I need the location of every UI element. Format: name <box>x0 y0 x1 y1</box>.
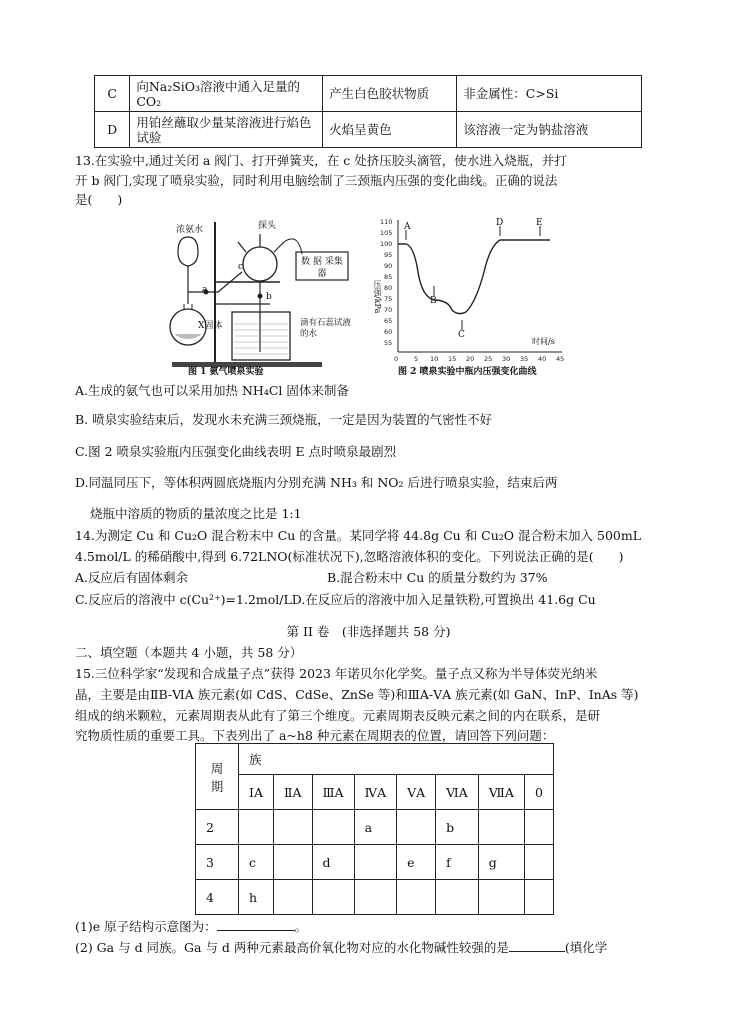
q15-sub1 <box>75 918 307 936</box>
element-cell <box>312 880 354 915</box>
element-cell: h <box>239 880 274 915</box>
period-cell: 4 <box>196 880 239 915</box>
svg-text:45: 45 <box>556 355 565 363</box>
experiment-table <box>94 75 642 148</box>
q13-stem-line3: 是( ) <box>75 192 123 207</box>
q15-sub2-suffix: (填化学 <box>564 940 608 955</box>
element-cell: a <box>354 810 397 845</box>
pressure-curve-chart <box>372 212 572 372</box>
element-cell <box>273 880 312 915</box>
q15-sub1-suffix: 。 <box>294 919 308 934</box>
svg-text:90: 90 <box>384 262 393 270</box>
group-cell: ⅤA <box>397 775 436 810</box>
point-C: C <box>458 330 465 340</box>
water-label: 滴有石蕊试液的水 <box>300 318 352 339</box>
answer-blank[interactable] <box>217 918 295 931</box>
element-cell <box>273 845 312 880</box>
q15-sub1-prefix: (1)e 原子结构示意图为： <box>75 919 217 934</box>
svg-text:60: 60 <box>384 328 393 336</box>
element-cell <box>273 810 312 845</box>
probe-label: 探头 <box>258 221 277 231</box>
q14-option-a: A.反应后有固体剩余 <box>75 570 189 585</box>
element-cell <box>354 880 397 915</box>
group-cell: ⅥA <box>436 775 479 810</box>
q14-line2: 4.5mol/L 的稀硝酸中,得到 6.72LNO(标准状况下),忽略溶液体积的变化。下列说法正确的是( ) <box>75 549 624 564</box>
q15-line2: 晶，主要是由ⅡB-ⅥA 族元素(如 CdS、CdSe、ZnSe 等)和ⅢA-ⅤA 族元素(如 GaN、InP、InAs 等) <box>75 687 639 702</box>
point-c-label: c <box>238 262 244 272</box>
section-heading: 二、填空题（本题共 4 小题，共 58 分） <box>75 645 303 660</box>
element-cell <box>312 810 354 845</box>
svg-text:75: 75 <box>384 295 393 303</box>
table-row <box>196 744 554 775</box>
q13-option-d-line2: 烧瓶中溶质的物质的量浓度之比是 1:1 <box>90 506 302 521</box>
element-cell <box>524 880 553 915</box>
point-B: B <box>430 296 437 306</box>
svg-text:15: 15 <box>448 355 457 363</box>
q15-line3: 组成的纳米颗粒，元素周期表从此有了第三个维度。元素周期表反映元素之间的内在联系，是研 <box>75 708 601 723</box>
svg-text:65: 65 <box>384 317 393 325</box>
element-cell <box>478 810 524 845</box>
section-title: 第 II 卷 (非选择题共 58 分) <box>286 624 451 639</box>
table-row <box>196 880 554 915</box>
group-cell: 0 <box>524 775 553 810</box>
q13-option-b: B. 喷泉实验结束后，发现水未充满三颈烧瓶，一定是因为装置的气密性不好 <box>75 412 493 427</box>
svg-text:30: 30 <box>502 355 511 363</box>
group-cell: ⅦA <box>478 775 524 810</box>
group-cell: ⅠA <box>239 775 274 810</box>
periodic-table <box>195 743 554 915</box>
element-cell: g <box>478 845 524 880</box>
svg-text:35: 35 <box>520 355 529 363</box>
phenomenon-cell: 火焰呈黄色 <box>323 112 457 148</box>
element-cell <box>436 880 479 915</box>
table-row <box>196 845 554 880</box>
collector-label: 数 据 采集器 <box>301 257 343 279</box>
svg-text:110: 110 <box>380 218 393 226</box>
ammonia-label: 浓氨水 <box>176 225 204 235</box>
figure1-caption: 图 1 氨气喷泉实验 <box>188 367 264 377</box>
q15-sub2 <box>75 939 607 957</box>
svg-text:20: 20 <box>466 355 475 363</box>
element-cell: f <box>436 845 479 880</box>
row-label: C <box>95 76 130 112</box>
element-cell <box>397 810 436 845</box>
figure2-caption: 图 2 喷泉实验中瓶内压强变化曲线 <box>398 367 537 377</box>
element-cell <box>239 810 274 845</box>
phenomenon-cell: 产生白色胶状物质 <box>323 76 457 112</box>
operation-cell: 用铂丝蘸取少量某溶液进行焰色试验 <box>130 112 323 148</box>
table-row <box>196 775 554 810</box>
group-cell: ⅢA <box>312 775 354 810</box>
row-label: D <box>95 112 130 148</box>
group-header: 族 <box>239 744 554 775</box>
svg-text:55: 55 <box>384 339 393 347</box>
conclusion-cell: 该溶液一定为钠盐溶液 <box>457 112 642 148</box>
point-E: E <box>536 218 543 228</box>
element-cell: c <box>239 845 274 880</box>
element-cell: d <box>312 845 354 880</box>
element-cell <box>524 845 553 880</box>
solid-label: X固体 <box>198 321 223 331</box>
element-cell <box>524 810 553 845</box>
q14-option-b: B.混合粉末中 Cu 的质量分数约为 37% <box>327 570 548 585</box>
period-cell: 2 <box>196 810 239 845</box>
svg-text:100: 100 <box>380 240 393 248</box>
q13-option-d-line1: D.同温同压下，等体积两圆底烧瓶内分别充满 NH₃ 和 NO₂ 后进行喷泉实验，结束后两 <box>75 475 558 490</box>
svg-text:105: 105 <box>380 229 393 237</box>
element-cell <box>478 880 524 915</box>
answer-blank[interactable] <box>509 939 565 952</box>
y-axis-label: 压强/kPa <box>373 280 382 314</box>
period-header: 周期 <box>196 744 239 810</box>
svg-text:0: 0 <box>394 355 399 363</box>
element-cell: b <box>436 810 479 845</box>
q15-sub2-prefix: (2) Ga 与 d 同族。Ga 与 d 两种元素最高价氧化物对应的水化物碱性较强的是 <box>75 940 509 955</box>
q13-stem-line1: 13.在实验中,通过关闭 a 阀门、打开弹簧夹，在 c 处挤压胶头滴管，使水进入烧瓶，并打 <box>75 153 567 168</box>
x-axis-label: 时间/s <box>532 337 555 346</box>
group-cell: ⅡA <box>273 775 312 810</box>
q15-line1: 15.三位科学家“发现和合成量子点”获得 2023 年诺贝尔化学奖。量子点又称为半导体荧光纳米 <box>75 666 598 681</box>
element-cell <box>397 880 436 915</box>
svg-text:25: 25 <box>484 355 493 363</box>
svg-text:70: 70 <box>384 306 393 314</box>
element-cell: e <box>397 845 436 880</box>
operation-cell: 向Na₂SiO₃溶液中通入足量的CO₂ <box>130 76 323 112</box>
q13-option-a: A.生成的氨气也可以采用加热 NH₄Cl 固体来制备 <box>75 383 349 398</box>
valve-b-label: b <box>266 292 272 302</box>
svg-text:85: 85 <box>384 273 393 281</box>
table-row <box>196 810 554 845</box>
table-row <box>95 76 642 112</box>
svg-text:10: 10 <box>430 355 439 363</box>
q14-line1: 14.为测定 Cu 和 Cu₂O 混合粉末中 Cu 的含量。某同学将 44.8g Cu 和 Cu₂O 混合粉末加入 500mL <box>75 528 641 543</box>
svg-text:80: 80 <box>384 284 393 292</box>
q15-line4: 究物质性质的重要工具。下表列出了 a~h8 种元素在周期表的位置，请回答下列问题： <box>75 728 555 743</box>
point-D: D <box>496 218 504 228</box>
table-row <box>95 112 642 148</box>
conclusion-cell: 非金属性：C>Si <box>457 76 642 112</box>
q13-stem-line2: 开 b 阀门,实现了喷泉实验，同时利用电脑绘制了三颈瓶内压强的变化曲线。正确的说法 <box>75 173 558 188</box>
fountain-apparatus-figure <box>160 212 370 380</box>
valve-a-label: a <box>202 285 208 295</box>
element-cell <box>354 845 397 880</box>
point-A: A <box>404 222 411 232</box>
q14-option-c: C.反应后的溶液中 c(Cu²⁺)=1.2mol/LD.在反应后的溶液中加入足量铁粉,可置换出 41.6g Cu <box>75 592 596 607</box>
period-cell: 3 <box>196 845 239 880</box>
q13-option-c: C.图 2 喷泉实验瓶内压强变化曲线表明 E 点时喷泉最剧烈 <box>75 444 397 459</box>
svg-text:5: 5 <box>414 355 419 363</box>
svg-text:95: 95 <box>384 251 393 259</box>
group-cell: ⅣA <box>354 775 397 810</box>
svg-text:40: 40 <box>538 355 547 363</box>
